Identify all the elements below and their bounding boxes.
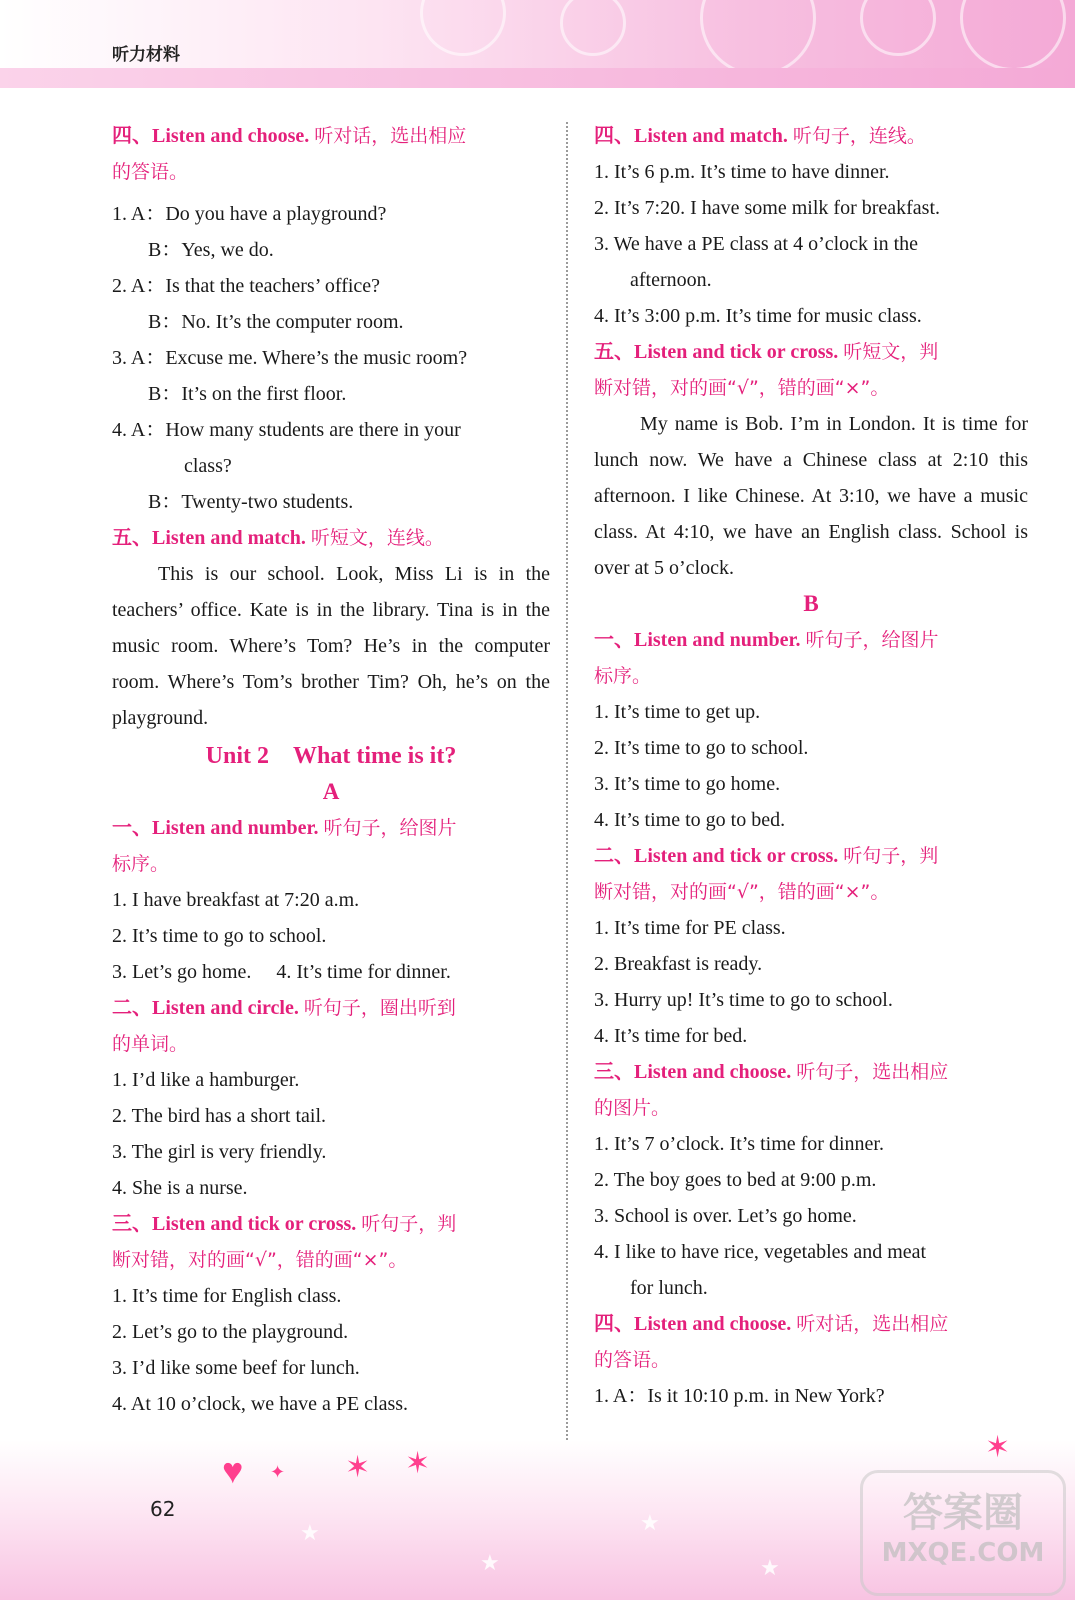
- unit-title: Unit 2 What time is it?: [205, 743, 457, 769]
- list-item: 3. Hurry up! It’s time to go to school.: [594, 989, 893, 1011]
- list-item: B：No. It’s the computer room.: [148, 311, 404, 333]
- list-item: 1. It’s time to get up.: [594, 701, 761, 723]
- list-item: afternoon.: [630, 269, 712, 291]
- section-heading: 一、Listen and number. 听句子，给图片 标序。: [112, 817, 457, 875]
- column-divider: [566, 122, 568, 1472]
- list-item: 1. I’d like a hamburger.: [112, 1069, 300, 1091]
- page-number: 62: [150, 1497, 176, 1521]
- list-item: for lunch.: [630, 1277, 708, 1299]
- list-item: 3. I’d like some beef for lunch.: [112, 1357, 360, 1379]
- list-item: 2. It’s 7:20. I have some milk for breakfast.: [594, 197, 941, 219]
- list-item: 3. It’s time to go home.: [594, 773, 781, 795]
- star-icon: ✶: [405, 1447, 431, 1480]
- decor-ring: [560, 0, 626, 56]
- star-icon: ✶: [985, 1431, 1011, 1464]
- section-heading: 二、Listen and tick or cross. 听句子，判 断对错，对的画“√”，错的画“×”。: [594, 845, 939, 903]
- list-item: 3. School is over. Let’s go home.: [594, 1205, 857, 1227]
- list-item: 4. A：How many students are there in your: [112, 419, 461, 441]
- section-heading: 一、Listen and number. 听句子，给图片 标序。: [594, 629, 939, 687]
- section-heading: 三、Listen and choose. 听句子，选出相应 的图片。: [594, 1061, 949, 1119]
- section-heading: 四、Listen and choose. 听对话，选出相应 的答语。: [112, 125, 467, 183]
- section-heading: 三、Listen and tick or cross. 听句子，判 断对错，对的画“√”，错的画“×”。: [112, 1213, 457, 1271]
- list-item: 2. It’s time to go to school.: [112, 925, 327, 947]
- passage: My name is Bob. I’m in London. It is time for lunch now. We have a Chinese class at 2:10 this afternoon. I like Chinese. At 3:10, we have a music class. At 4:10, we have an English class. School is over at 5 o’clock.: [594, 413, 1028, 579]
- list-item: 4. She is a nurse.: [112, 1177, 248, 1199]
- list-item: 3. Let’s go home. 4. It’s time for dinner.: [112, 961, 451, 983]
- list-item: 4. It’s time to go to bed.: [594, 809, 786, 831]
- list-item: B：Yes, we do.: [148, 239, 274, 261]
- list-item: B：It’s on the first floor.: [148, 383, 347, 405]
- list-item: 4. I like to have rice, vegetables and meat: [594, 1241, 927, 1263]
- left-column: [112, 118, 550, 1422]
- list-item: 2. A：Is that the teachers’ office?: [112, 275, 381, 297]
- header-title: 听力材料: [112, 45, 180, 65]
- list-item: 3. The girl is very friendly.: [112, 1141, 327, 1163]
- list-item: 4. It’s time for bed.: [594, 1025, 748, 1047]
- list-item: 2. The bird has a short tail.: [112, 1105, 327, 1127]
- list-item: 2. It’s time to go to school.: [594, 737, 809, 759]
- list-item: 3. A：Excuse me. Where’s the music room?: [112, 347, 468, 369]
- watermark-logo: 答案圈 MXQE.COM: [860, 1470, 1066, 1596]
- list-item: 1. I have breakfast at 7:20 a.m.: [112, 889, 360, 911]
- star-icon: ★: [300, 1520, 320, 1545]
- list-item: 2. Breakfast is ready.: [594, 953, 763, 975]
- passage: This is our school. Look, Miss Li is in the teachers’ office. Kate is in the library. Tina is in the music room. Where’s Tom? He’s in the computer room. Where’s Tom’s brother Tim? Oh, he’s on the playground.: [112, 563, 550, 729]
- part-label: A: [322, 779, 340, 804]
- list-item: 1. It’s time for PE class.: [594, 917, 786, 939]
- star-icon: ✦: [270, 1462, 286, 1482]
- star-icon: ✶: [345, 1451, 371, 1484]
- header-band: [0, 68, 1075, 88]
- decor-ring: [700, 0, 816, 76]
- list-item: 1. It’s 7 o’clock. It’s time for dinner.: [594, 1133, 884, 1155]
- list-item: 1. It’s time for English class.: [112, 1285, 342, 1307]
- star-icon: ★: [480, 1550, 500, 1575]
- list-item: 4. It’s 3:00 p.m. It’s time for music class.: [594, 305, 922, 327]
- decor-ring: [860, 0, 936, 56]
- section-heading: 二、Listen and circle. 听句子，圈出听到 的单词。: [112, 997, 456, 1055]
- list-item: 1. A：Is it 10:10 p.m. in New York?: [594, 1385, 885, 1407]
- section-heading: 四、Listen and choose. 听对话，选出相应 的答语。: [594, 1313, 949, 1371]
- list-item: 3. We have a PE class at 4 o’clock in the: [594, 233, 919, 255]
- list-item: B：Twenty-two students.: [148, 491, 354, 513]
- heart-icon: ♥: [222, 1451, 244, 1491]
- part-label: B: [803, 591, 819, 616]
- right-column: [594, 118, 1028, 1414]
- list-item: 2. Let’s go to the playground.: [112, 1321, 349, 1343]
- section-heading: 四、Listen and match. 听句子，连线。: [594, 125, 926, 147]
- decor-ring: [960, 0, 1066, 71]
- section-heading: 五、Listen and tick or cross. 听短文，判 断对错，对的画“√”，错的画“×”。: [594, 341, 939, 399]
- list-item: 4. At 10 o’clock, we have a PE class.: [112, 1393, 409, 1415]
- list-item: 1. It’s 6 p.m. It’s time to have dinner.: [594, 161, 890, 183]
- list-item: class?: [184, 455, 232, 477]
- list-item: 2. The boy goes to bed at 9:00 p.m.: [594, 1169, 877, 1191]
- star-icon: ★: [760, 1555, 780, 1580]
- section-heading: 五、Listen and match. 听短文，连线。: [112, 527, 444, 549]
- star-icon: ★: [640, 1510, 660, 1535]
- page-header: [0, 0, 1075, 88]
- decor-ring: [420, 0, 506, 56]
- list-item: 1. A：Do you have a playground?: [112, 203, 387, 225]
